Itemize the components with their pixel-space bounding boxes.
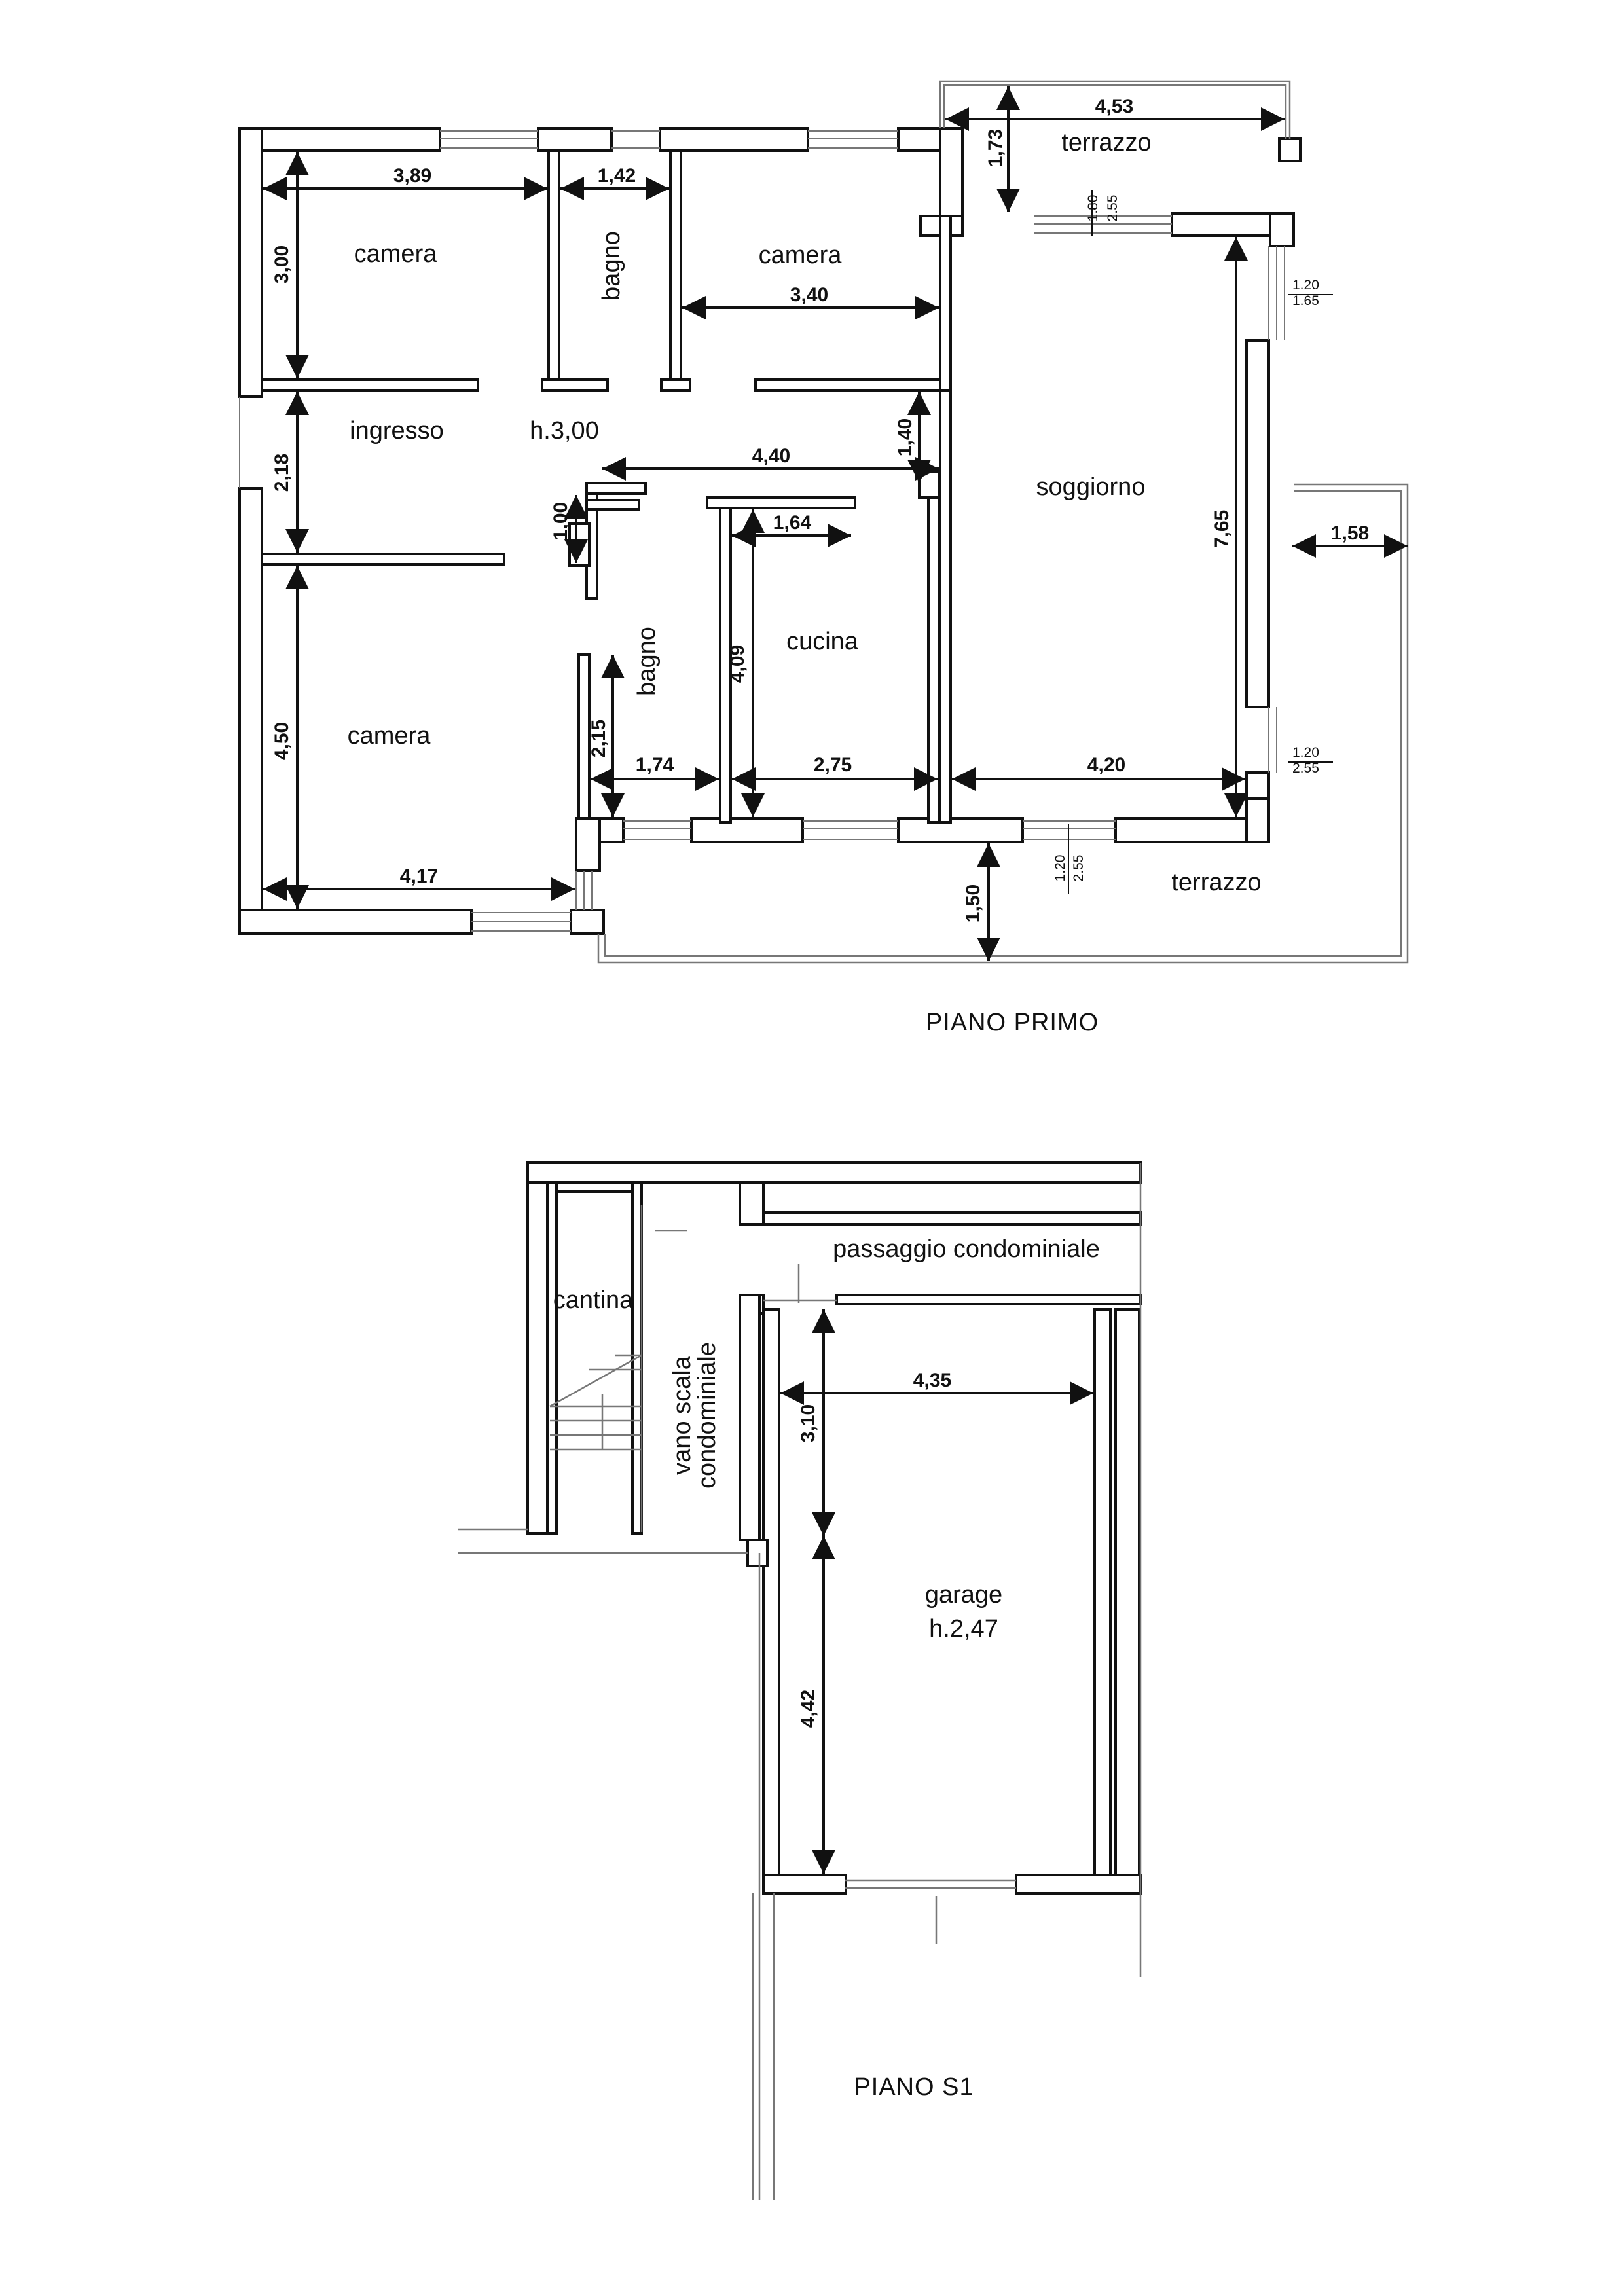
s1-walls bbox=[528, 1163, 1140, 1893]
window-mark-1-top: 1.80 bbox=[1085, 194, 1101, 222]
dim-2-15: 2,15 bbox=[588, 719, 610, 758]
room-label-soggiorno: soggiorno bbox=[1036, 473, 1146, 501]
dim-4-40: 4,40 bbox=[752, 445, 791, 467]
floor-primo bbox=[240, 81, 1408, 1036]
dim-3-00: 3,00 bbox=[271, 245, 293, 284]
room-label-camera-nw: camera bbox=[354, 240, 437, 268]
dim-4-20: 4,20 bbox=[1087, 754, 1126, 776]
window-mark-2-bottom: 1.65 bbox=[1292, 293, 1319, 308]
room-label-passaggio-condominiale: passaggio condominiale bbox=[833, 1235, 1100, 1263]
dim-4-50: 4,50 bbox=[271, 721, 293, 761]
dim-1-74: 1,74 bbox=[635, 754, 674, 776]
room-label-condominiale: condominiale bbox=[693, 1342, 721, 1489]
dim-3-10: 3,10 bbox=[797, 1404, 819, 1443]
room-label-ingresso: ingresso bbox=[350, 417, 444, 445]
room-label-cantina: cantina bbox=[553, 1286, 634, 1314]
room-label-garage: garage bbox=[924, 1581, 1003, 1609]
dim-4-17: 4,17 bbox=[399, 866, 439, 887]
dim-7-65: 7,65 bbox=[1211, 509, 1233, 549]
room-label-camera-n: camera bbox=[758, 242, 842, 269]
dim-3-89: 3,89 bbox=[393, 165, 432, 187]
room-label-vano-scala: vano scala bbox=[668, 1356, 696, 1475]
room-label-terrazzo-s: terrazzo bbox=[1171, 869, 1262, 896]
room-label-terrazzo-n: terrazzo bbox=[1061, 129, 1152, 156]
dim-1-73: 1,73 bbox=[985, 128, 1006, 168]
s1-thin-lines bbox=[458, 1163, 1140, 2200]
dim-4-53: 4,53 bbox=[1095, 96, 1134, 117]
height-label-s1: h.2,47 bbox=[929, 1615, 998, 1643]
height-label-primo: h.3,00 bbox=[530, 417, 599, 445]
floor-title-s1: PIANO S1 bbox=[854, 2073, 974, 2101]
floor-s1 bbox=[458, 1163, 1140, 2200]
window-marks bbox=[1053, 190, 1333, 894]
dim-1-64: 1,64 bbox=[773, 512, 812, 534]
dim-4-42: 4,42 bbox=[797, 1689, 819, 1728]
dim-2-75: 2,75 bbox=[813, 754, 852, 776]
window-mark-4-top: 1.20 bbox=[1053, 854, 1068, 882]
dim-4-09: 4,09 bbox=[727, 644, 748, 683]
dim-2-18: 2,18 bbox=[271, 453, 293, 492]
dim-1-50: 1,50 bbox=[962, 884, 984, 923]
dim-3-40: 3,40 bbox=[790, 284, 829, 306]
room-label-cucina: cucina bbox=[786, 628, 858, 655]
dim-1-42: 1,42 bbox=[597, 165, 636, 187]
window-mark-3-top: 1.20 bbox=[1292, 745, 1319, 760]
room-label-bagno-n: bagno bbox=[598, 231, 625, 301]
window-mark-4-bottom: 2.55 bbox=[1071, 854, 1086, 882]
dim-1-58: 1,58 bbox=[1330, 522, 1370, 544]
dim-1-40: 1,40 bbox=[894, 418, 916, 457]
window-mark-2-top: 1.20 bbox=[1292, 278, 1319, 293]
room-label-camera-sw: camera bbox=[347, 722, 431, 750]
window-mark-3-bottom: 2.55 bbox=[1292, 761, 1319, 776]
window-mark-1-bottom: 2.55 bbox=[1105, 194, 1120, 222]
dim-4-35: 4,35 bbox=[913, 1370, 952, 1391]
room-label-bagno-s: bagno bbox=[633, 627, 661, 696]
floor-title-primo: PIANO PRIMO bbox=[925, 1009, 1099, 1036]
dim-1-00: 1,00 bbox=[550, 501, 572, 541]
